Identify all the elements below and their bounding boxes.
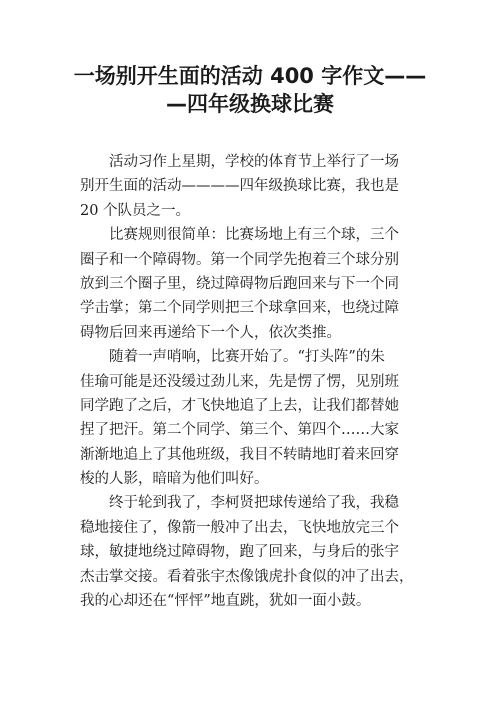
paragraph-3-line-2: 佳瑜可能是还没缓过劲儿来，先是愣了愣，见别班 (80, 373, 399, 390)
document-title-line-2: —四年级换球比赛 (166, 92, 334, 116)
paragraph-2-line-5: 碍物后回来再递给下一个人，依次类推。 (80, 324, 341, 341)
paragraph-1-line-2: 别开生面的活动————四年级换球比赛，我也是 (80, 178, 399, 195)
document-body (80, 150, 440, 613)
paragraph-2-line-3: 放到三个圈子里，绕过障碍物后跑回来与下一个同 (80, 275, 399, 292)
paragraph-4-line-2: 稳地接住了，像箭一般冲了出去，飞快地放完三个 (80, 519, 399, 536)
paragraph-2-line-1: 比赛规则很简单：比赛场地上有三个球，三个 (109, 227, 399, 244)
paragraph-4-line-5: 我的心却还在“怦怦”地直跳，犹如一面小鼓。 (80, 593, 371, 610)
paragraph-1-line-3: 20 个队员之一。 (80, 202, 191, 219)
paragraph-2-line-2: 圈子和一个障碍物。第一个同学先抱着三个球分别 (80, 251, 399, 268)
paragraph-4-line-1: 终于轮到我了，李柯贤把球传递给了我，我稳 (109, 495, 399, 512)
paragraph-3-line-3: 同学跑了之后，才飞快地追了上去，让我们都替她 (80, 397, 399, 414)
paragraph-3-line-5: 渐渐地追上了其他班级，我目不转睛地盯着来回穿 (80, 446, 399, 463)
paragraph-1-line-1: 活动习作上星期，学校的体育节上举行了一场 (109, 154, 399, 170)
paragraph-3-line-4: 捏了把汗。第二个同学、第三个、第四个……大家 (80, 422, 399, 439)
paragraph-3-line-6: 梭的人影，暗暗为他们叫好。 (80, 471, 269, 488)
paragraph-4-line-4: 杰击掌交接。看着张宇杰像饿虎扑食似的冲了出去， (80, 568, 414, 585)
paragraph-4-line-3: 球，敏捷地绕过障碍物，跑了回来，与身后的张宇 (80, 544, 399, 561)
document-title-line-1: 一场别开生面的活动 400 字作文—— (73, 64, 427, 88)
paragraph-2-line-4: 学击掌；第二个同学则把三个球拿回来，也绕过障 (80, 300, 399, 317)
paragraph-3-line-1: 随着一声哨响，比赛开始了。“打头阵”的朱 (109, 349, 385, 366)
